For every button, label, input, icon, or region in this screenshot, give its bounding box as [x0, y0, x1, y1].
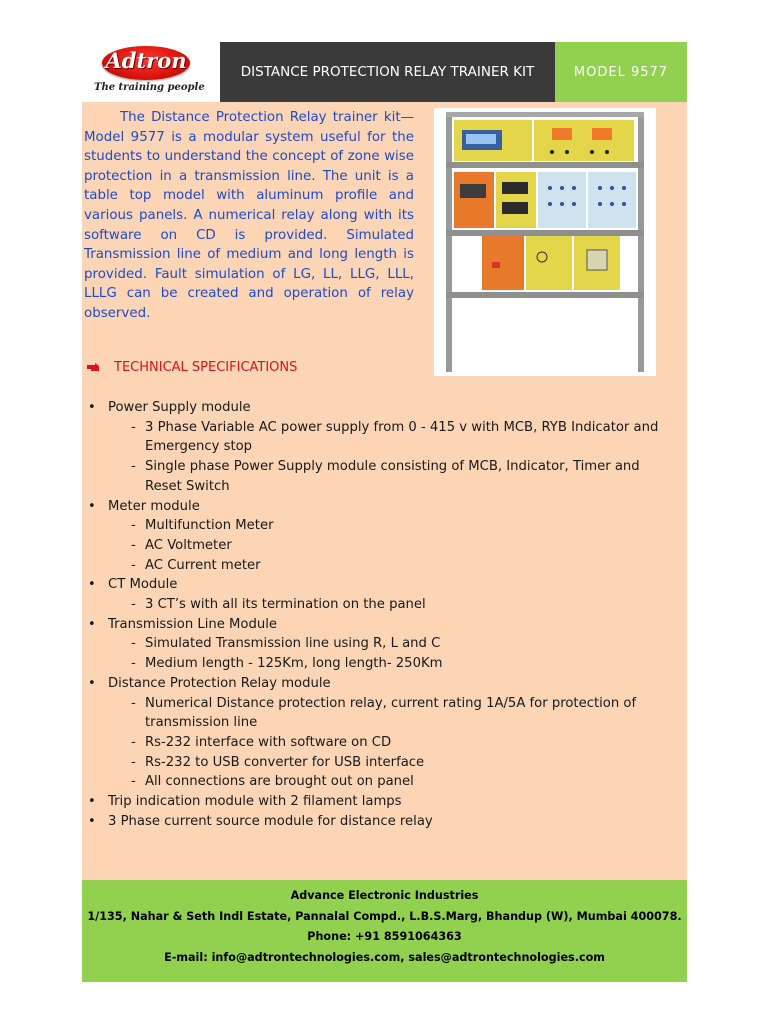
spec-item [86, 792, 676, 812]
bullet-dot: • [88, 577, 96, 593]
dash-marker: - [131, 734, 136, 750]
spec-label: Power Supply module [108, 400, 251, 415]
dash-marker: - [131, 557, 136, 573]
model-number: MODEL 9577 [555, 42, 687, 102]
dash-marker: - [131, 597, 136, 613]
page-title: DISTANCE PROTECTION RELAY TRAINER KIT [220, 42, 555, 102]
dash-marker: - [131, 459, 136, 475]
bullet-dot: • [88, 813, 96, 829]
footer [82, 880, 687, 982]
spec-label: Trip indication module with 2 filament lamps [108, 794, 402, 810]
logo-tagline: The training people [94, 82, 205, 93]
dash-marker: - [131, 656, 136, 672]
spec-subitem [86, 418, 676, 457]
spec-subitem [86, 556, 676, 576]
dash-marker: - [131, 537, 136, 553]
specs-heading-text: TECHNICAL SPECIFICATIONS [114, 360, 298, 375]
spec-subitem-text: Multifunction Meter [145, 518, 274, 534]
specs-heading [86, 360, 386, 375]
spec-subitem [86, 654, 676, 674]
spec-label: CT Module [108, 577, 178, 593]
footer-phone: Phone: +91 8591064363 [307, 930, 462, 943]
product-photo [434, 108, 656, 376]
spec-subitem [86, 595, 676, 615]
bullet-dot: • [88, 498, 96, 514]
spec-label: 3 Phase current source module for distance relay [108, 813, 433, 829]
spec-subitem-text: AC Voltmeter [145, 537, 232, 553]
spec-item [86, 615, 676, 635]
spec-list [86, 398, 676, 831]
bullet-dot: • [88, 616, 96, 632]
spec-item [86, 812, 676, 832]
spec-subitem [86, 536, 676, 556]
spec-subitem [86, 772, 676, 792]
dash-marker: - [131, 636, 136, 652]
spec-subitem-text: Rs-232 to USB converter for USB interface [145, 754, 425, 770]
intro-paragraph: The Distance Protection Relay trainer kit—Model 9577 is a modular system useful for the students to understand the concept of zone wise protection in a transmission line. The unit is a table top model with aluminum profile and various panels. A numerical relay along with its software on CD is provided. Simulated Transmission line of medium and long length is provided. Fault simulation of LG, LL, LLG, LLL, LLLG can be created and operation of relay observed. [84, 110, 414, 321]
logo-brand: Adtron [105, 48, 187, 73]
datasheet-page [82, 42, 687, 982]
logo [82, 42, 220, 102]
spec-label: Transmission Line Module [108, 616, 278, 632]
bullet-dot: • [88, 675, 96, 691]
spec-subitem [86, 753, 676, 773]
spec-label: Distance Protection Relay module [108, 675, 331, 691]
spec-subitem [86, 457, 676, 496]
spec-subitem [86, 733, 676, 753]
spec-item [86, 398, 676, 418]
spec-subitem-text: Simulated Transmission line using R, L and C [145, 636, 441, 652]
footer-email: E-mail: info@adtrontechnologies.com, sales@adtrontechnologies.com [164, 950, 605, 964]
spec-subitem-text: All connections are brought out on panel [145, 774, 414, 790]
trainer-rack-image [442, 112, 648, 372]
spec-subitem-text: Numerical Distance protection relay, current rating 1A/5A for protection of transmission line [145, 695, 637, 731]
spec-label: Meter module [108, 498, 200, 514]
spec-subitem [86, 694, 676, 733]
spec-subitem-text: AC Current meter [145, 557, 261, 573]
dash-marker: - [131, 754, 136, 770]
dash-marker: - [131, 774, 136, 790]
spec-subitem-text: Single phase Power Supply module consisting of MCB, Indicator, Timer and Reset Switch [145, 459, 640, 494]
spec-subitem-text: 3 CT’s with all its termination on the panel [145, 597, 426, 613]
spec-subitem-text: 3 Phase Variable AC power supply from 0 - 415 v with MCB, RYB Indicator and Emergency stop [145, 419, 659, 455]
dash-marker: - [131, 518, 136, 534]
pointing-hand-icon [86, 362, 102, 374]
bullet-dot: • [88, 794, 96, 810]
footer-company: Advance Electronic Industries [290, 889, 479, 902]
dash-marker: - [131, 695, 136, 711]
bullet-dot: • [88, 400, 96, 415]
header [82, 42, 687, 102]
spec-item [86, 497, 676, 517]
spec-item [86, 575, 676, 595]
footer-address: 1/135, Nahar & Seth Indl Estate, Pannalal Compd., L.B.S.Marg, Bhandup (W), Mumbai 400078. [87, 909, 682, 923]
spec-subitem-text: Rs-232 interface with software on CD [145, 734, 392, 750]
spec-subitem [86, 634, 676, 654]
spec-subitem-text: Medium length - 125Km, long length- 250Km [145, 656, 443, 672]
spec-item [86, 674, 676, 694]
spec-subitem [86, 516, 676, 536]
dash-marker: - [131, 419, 136, 435]
